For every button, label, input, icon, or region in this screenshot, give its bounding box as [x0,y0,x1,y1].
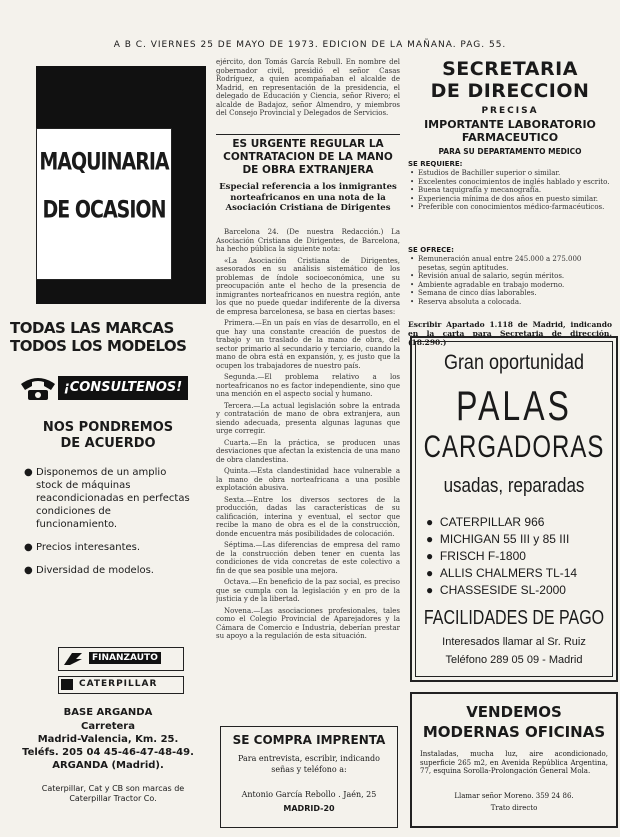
branch-phones: Teléfs. 205 04 45-46-47-48-49. [22,747,194,758]
bullet-icon: ● [426,532,440,546]
list-item: • Preferible con conocimientos médico-farmacéuticos. [410,203,605,211]
precisa-label: PRECISA [481,106,539,116]
list-item: ● Diversidad de modelos. [24,565,154,576]
offices-direct: Trato directo [490,804,538,812]
buy-printing-ad [220,726,398,828]
offices-ad [410,692,618,828]
list-item: • Remuneración anual entre 245.000 a 275.000 pesetas, según aptitudes. [410,255,582,272]
bullet-icon: ● [426,549,440,563]
bullet-icon: • [410,272,415,280]
article-paragraph: Barcelona 24. (De nuestra Redacción.) La Asociación Cristiana de Dirigentes, de Barcelona, ha hecho pública la siguiente nota: [216,228,400,253]
buy-printing-city: MADRID-20 [283,804,335,813]
used-machinery-ad [8,310,210,830]
article-paragraph: Quinta.—Esta clandestinidad hace vulnerable a la mano de obra norteafricana a una posible explotación abusiva. [216,467,400,492]
loaders-interested: Interesados llamar al Sr. Ruiz [442,636,586,648]
list-item: ● FRISCH F-1800 [426,549,526,563]
news-intro: ejército, don Tomás García Rebull. En nombre del gobernador civil, presidió el señor Casas Rodríguez, a quien acompañaban el alcalde de Madrid, en representación de la presidencia, el delegado de Educación y Ciencia, señor Rivero; el alcalde de Badajoz, señor Almendro, y miembros del Consejo Provincial y Delegados de Servicios. [216,58,400,117]
header-line: A B C. VIERNES 25 DE MAYO DE 1973. EDICION DE LA MAÑANA. PAG. 55. [113,40,507,50]
medical-department: PARA SU DEPARTAMENTO MEDICO [438,147,582,156]
list-item: ● MICHIGAN 55 III y 85 III [426,532,570,546]
requires-title: SE REQUIERE: [408,160,463,168]
article-paragraph: Primera.—En un país en vías de desarrollo, en el que hay una constante creación de puestos de trabajo y un traslado de la mano de obra, del sector primario al secundario y terciario, cuando la mano de obra está en expansión, y, es justo que la ocupen los trabajadores de nuestro país. [216,319,400,370]
loaders-payment: FACILIDADES DE PAGO [423,607,605,629]
loaders-phone: Teléfono 289 05 09 - Madrid [445,654,583,666]
buy-printing-text: Para entrevista, escribir, indicando señas y teléfono a: [238,754,380,774]
branch-title: BASE ARGANDA [63,707,153,718]
loaders-ad [410,336,618,682]
we-agree-line2: DE ACUERDO [60,436,156,451]
list-item: • Experiencia mínima de dos años en puesto similar. [410,194,598,203]
article-paragraph: Octava.—En beneficio de la paz social, es preciso que se cumpla con la legislación y en pro de la justicia y de la libertad. [216,578,400,603]
bullet-icon: • [410,194,415,203]
bullet-icon: ● [426,515,440,529]
all-models-heading: TODOS LOS MODELOS [10,337,187,355]
loaders-palas: PALAS [456,382,572,430]
bullet-icon: ● [24,542,33,553]
article-paragraph: Novena.—Las asociaciones profesionales, tales como el Colegio Provincial de Aparejadores y la Cámara de Comercio e Industria, deberían prestar su apoyo a la regulación de esta situación. [216,606,400,640]
article-body [216,228,400,720]
bullet-icon: • [410,203,415,211]
laboratory-line1: IMPORTANTE LABORATORIO [424,118,596,131]
left-column [8,58,210,833]
machinery-ad-card [36,128,172,280]
telephone-icon [18,372,58,402]
caterpillar-logo-mark [61,679,73,690]
bullet-icon: • [410,280,415,289]
article-title: ES URGENTE REGULAR LA CONTRATACION DE LA MANO DE OBRA EXTRANJERA [223,138,393,176]
offices-title-line1: VENDEMOS [466,703,562,721]
buy-printing-title: SE COMPRA IMPRENTA [232,733,386,747]
laboratory-line2: FARMACEUTICO [461,131,559,144]
article-paragraph: Tercera.—La actual legislación sobre la entrada y contratación de mano de obra extranjera, aun siendo adecuada, presenta algunas lagunas que urge corregir. [216,401,400,435]
bullet-icon: ● [24,467,33,478]
apply-instructions: Escribir Apartado 1.118 de Madrid, indicando en la carta para Secretaria de dirección. (18.290.) [408,320,612,347]
consult-us-banner: ¡CONSULTENOS! [58,376,188,400]
list-item: • Excelentes conocimientos de inglés hablado y escrito. [410,177,610,186]
list-item: ● Precios interesantes. [24,542,141,553]
list-item: • Estudios de Bachiller superior o similar. [410,169,561,177]
article-subtitle: Especial referencia a los inmigrantes norteafricanos en una nota de la Asociación Cristiana de Dirigentes [219,182,397,213]
article-paragraph: Sexta.—Entre los diversos sectores de la producción, dadas las características de su calificación, interina y eventual, el sector que recibe la mano de obra es el de la construcción, donde encuentra más posibilidades de colocación. [216,495,400,538]
list-item: ● CHASSESIDE SL-2000 [426,583,566,597]
offices-title-line2: MODERNAS OFICINAS [422,723,606,741]
article-paragraph: Cuarta.—En la práctica, se producen unas desviaciones que afectan la existencia de una mano de obra clandestina. [216,438,400,464]
secretary-title-line1: SECRETARIA [442,58,578,80]
bullet-icon: ● [426,583,440,597]
offers-title: SE OFRECE: [408,246,454,254]
bullet-icon: • [410,289,415,297]
list-item: • Ambiente agradable en trabajo moderno. [410,280,565,289]
left-ad-bullets [24,466,194,577]
article-paragraph: «La Asociación Cristiana de Dirigentes, asesorados en su análisis sistemático de los problemas de índole socioeconómica, une su preocupación ante el hecho de la presencia de inmigrantes norteafricanos en nuestra región, ante los que no puede quedar indiferente de la diversa de empresa barcelonesa, se basa en ciertas bases: [216,256,400,316]
bullet-icon: ● [426,566,440,580]
all-brands-heading: TODAS LAS MARCAS [10,319,174,337]
list-item: ● Disponemos de un amplio stock de máquinas reacondicionadas en perfectas condiciones de funcionamiento. [24,467,190,530]
secretary-title-line2: DE DIRECCION [430,80,590,102]
bullet-icon: • [410,177,415,186]
bullet-icon: • [410,255,415,263]
article-paragraph: Segunda.—El problema relativo a los norteafricanos no es factor independiente, sino que una mención en el aspecto social y humano. [216,373,400,398]
list-item: • Reserva absoluta a colocada. [410,297,522,306]
list-item: ● ALLIS CHALMERS TL-14 [426,566,578,580]
requires-list [410,169,612,212]
branch-road: Carretera [81,721,135,732]
finanzauto-logo-box [58,647,184,671]
machinery-title-line2: DE OCASION [42,196,166,224]
bullet-icon: • [410,186,415,194]
list-item: • Revisión anual de salario, según méritos. [410,272,565,280]
offices-phone: Llamar señor Moreno. 359 24 86. [454,792,574,800]
loaders-cargadoras: CARGADORAS [423,429,605,465]
we-agree-line1: NOS PONDREMOS [42,420,174,435]
right-column [406,58,614,833]
loaders-list [426,514,612,599]
list-item: ● CATERPILLAR 966 [426,515,545,529]
buy-printing-contact: Antonio García Rebollo . Jaén, 25 [241,790,377,799]
list-item: • Semana de cinco días laborables. [410,289,537,297]
article-paragraph: Séptima.—Las diferencias de empresa del ramo de la construcción deben tener en cuenta las condiciones de vida concretas de este colectivo a fin de que sea posible una mejora. [216,541,400,575]
list-item: • Buena taquigrafía y mecanografía. [410,186,542,194]
bullet-icon: • [410,169,415,177]
machinery-title-line1: MAQUINARIA [39,148,169,176]
branch-address: Madrid-Valencia, Km. 25. [37,734,179,745]
offices-text: Instaladas, mucha luz, aire acondicionado, superficie 265 m2, en Avenida República Argentina, 77, esquina Sorolla-Prolongación General Mola. [420,750,608,775]
trademark-note: Caterpillar, Cat y CB son marcas de Caterpillar Tractor Co. [41,784,185,803]
branch-info [8,706,208,772]
finanzauto-logo-icon [62,651,84,667]
bullet-icon: • [410,297,415,306]
bullet-icon: ● [24,565,33,576]
loaders-usadas: usadas, reparadas [443,474,585,497]
offers-list [410,255,612,306]
middle-column [216,58,400,833]
caterpillar-logo-box [58,676,184,694]
branch-city: ARGANDA (Madrid). [52,760,164,771]
finanzauto-logo-text: FINANZAUTO [89,652,161,664]
divider [216,134,400,135]
caterpillar-logo-text: CATERPILLAR [79,679,158,689]
loaders-gran-oportunidad: Gran oportunidad [443,349,585,374]
page-header [0,0,620,52]
